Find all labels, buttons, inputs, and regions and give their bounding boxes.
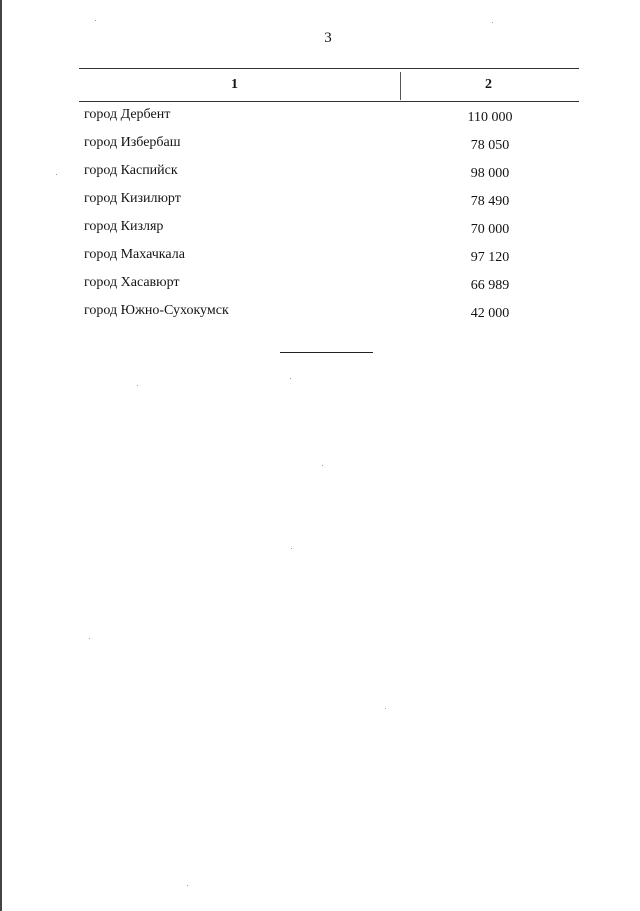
city-name: город Кизилюрт bbox=[84, 191, 181, 206]
city-name: город Каспийск bbox=[84, 163, 178, 178]
column-divider bbox=[400, 72, 401, 100]
settlements-table bbox=[79, 68, 579, 326]
city-name: город Махачкала bbox=[84, 247, 185, 262]
scan-speck bbox=[385, 708, 386, 709]
column-header-2: 2 bbox=[485, 77, 492, 92]
scan-speck bbox=[187, 885, 188, 886]
city-name: город Хасавюрт bbox=[84, 275, 180, 290]
scan-speck bbox=[56, 174, 57, 175]
city-value: 110 000 bbox=[467, 110, 513, 125]
table-header bbox=[79, 68, 579, 102]
scan-speck bbox=[137, 385, 138, 386]
city-name: город Кизляр bbox=[84, 219, 164, 234]
table-row bbox=[79, 298, 579, 326]
scan-speck bbox=[290, 378, 291, 379]
city-value: 98 000 bbox=[470, 166, 510, 181]
city-value: 78 490 bbox=[470, 194, 510, 209]
table-row bbox=[79, 158, 579, 186]
scan-speck bbox=[89, 638, 90, 639]
city-value: 78 050 bbox=[470, 138, 510, 153]
table-row bbox=[79, 242, 579, 270]
scan-speck bbox=[95, 20, 96, 21]
city-value: 97 120 bbox=[470, 250, 510, 265]
table-row bbox=[79, 102, 579, 130]
scan-speck bbox=[322, 465, 323, 466]
city-value: 42 000 bbox=[470, 306, 510, 321]
city-value: 70 000 bbox=[470, 222, 510, 237]
table-row bbox=[79, 214, 579, 242]
city-value: 66 989 bbox=[470, 278, 510, 293]
table-row bbox=[79, 130, 579, 158]
table-row bbox=[79, 186, 579, 214]
page-number: 3 bbox=[324, 30, 332, 46]
scan-speck bbox=[492, 22, 493, 23]
column-header-1: 1 bbox=[231, 77, 238, 92]
scan-left-edge bbox=[0, 0, 2, 911]
city-name: город Дербент bbox=[84, 107, 171, 122]
city-name: город Избербаш bbox=[84, 135, 181, 150]
scan-speck bbox=[291, 548, 292, 549]
table-row bbox=[79, 270, 579, 298]
city-name: город Южно-Сухокумск bbox=[84, 303, 229, 318]
end-of-table-rule bbox=[280, 352, 373, 353]
